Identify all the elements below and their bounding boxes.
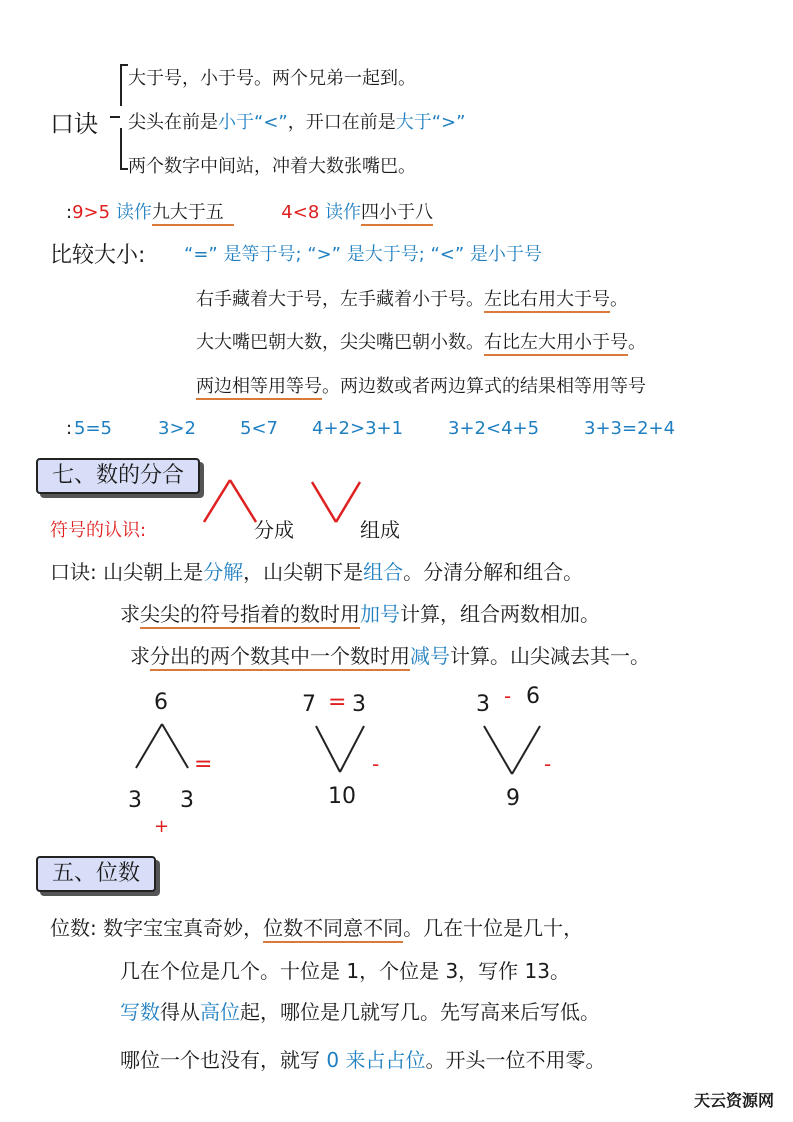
compare-signs: “=” 是等于号; “>” 是大于号; “<” 是小于号 [184, 244, 542, 265]
k3-d: 计算。山尖减去其一。 [450, 644, 650, 668]
s5-l4-b: 0 来占占位 [326, 1048, 426, 1072]
d2-eq: = [328, 690, 347, 715]
koujue-brace-bottom [120, 128, 128, 170]
example-item-2: 5<7 [240, 418, 278, 439]
k3-c: 减号 [410, 644, 450, 668]
compare-line-1-a: 右手藏着大于号，左手藏着小于号。 [196, 289, 484, 310]
s5-l1-c: 。几在十位是几十， [403, 916, 584, 940]
s5-l1-a: 位数: 数字宝宝真奇妙， [50, 916, 264, 940]
compare-line-2-c: 。 [628, 332, 646, 353]
d3-minus-2: - [544, 752, 552, 776]
example-a-read: 读作 [115, 202, 152, 223]
koujue-line-2-c: ，开口在前是 [287, 112, 396, 133]
koujue-brace-tip [110, 116, 120, 118]
example-b-num1: 4 [281, 202, 293, 223]
example-item-4: 3+2<4+5 [448, 418, 540, 439]
example-a-text: 九大于五 [152, 202, 234, 226]
example-a-num2: 5 [98, 202, 111, 223]
d1-split-lines [132, 720, 192, 770]
k1-c: ，山尖朝下是 [243, 560, 364, 584]
s5-l4-c: 。开头一位不用零。 [425, 1048, 606, 1072]
koujue-greater-than: 大于“>” [395, 112, 466, 133]
d2-minus: - [372, 752, 380, 776]
compare-line-2-a: 大大嘴巴朝大数，尖尖嘴巴朝小数。 [196, 332, 484, 353]
s5-l4-a: 哪位一个也没有，就写 [120, 1048, 327, 1072]
compare-line-2 [196, 328, 646, 354]
k2-c: 加号 [360, 602, 400, 626]
s5-l3-a: 写数 [120, 1000, 160, 1024]
k1-e: 。分清分解和组合。 [403, 560, 584, 584]
d1-right: 3 [180, 788, 194, 813]
section-5-title: 五、位数 [36, 856, 156, 892]
s5-l1-b: 位数不同意不同 [263, 916, 403, 943]
example-a-num1: 9 [72, 202, 84, 223]
combine-symbol-icon [308, 478, 364, 526]
compare-line-3-b: 。两边数或者两边算式的结果相等用等号 [322, 376, 646, 397]
k1-a: 口诀: 山尖朝上是 [50, 560, 204, 584]
d3-right: 6 [526, 684, 540, 709]
section5-line-2: 几在个位是几个。十位是 1，个位是 3，写作 13。 [120, 959, 570, 983]
k3-a: 求 [130, 644, 150, 668]
example-item-0: 5=5 [74, 418, 112, 439]
section7-koujue-2 [120, 598, 600, 627]
koujue-line-2 [128, 108, 465, 134]
example-b-text: 四小于八 [361, 202, 433, 226]
example-prefix: : [66, 202, 73, 223]
example-item-5: 3+3=2+4 [584, 418, 676, 439]
koujue-label: 口诀 [50, 110, 98, 138]
d1-eq: = [194, 752, 213, 777]
watermark: 天云资源网 [694, 1091, 775, 1110]
d3-bottom: 9 [506, 786, 520, 811]
compare-line-2-b: 右比左大用小于号 [484, 332, 628, 356]
split-label: 分成 [254, 518, 294, 542]
d3-combine-lines [480, 722, 544, 776]
d3-left: 3 [476, 692, 490, 717]
d1-left: 3 [128, 788, 142, 813]
split-symbol-icon [200, 476, 260, 526]
koujue-line-2-a: 尖头在前是 [128, 112, 218, 133]
example-item-1: 3>2 [158, 418, 196, 439]
combine-label: 组成 [360, 518, 400, 542]
example-b-num2: 8 [307, 202, 320, 223]
k1-b: 分解 [203, 560, 244, 584]
koujue-line-3: 两个数字中间站，冲着大数张嘴巴。 [128, 156, 416, 177]
s5-l3-c: 高位 [200, 1000, 240, 1024]
compare-line-1-b: 左比右用大于号 [484, 289, 610, 313]
compare-line-3 [196, 372, 646, 398]
section5-line-4 [120, 1044, 605, 1073]
compare-label: 比较大小: [50, 243, 146, 268]
d1-top: 6 [154, 690, 168, 715]
example-b-sym: < [292, 202, 308, 223]
d2-combine-lines [312, 722, 368, 774]
k2-a: 求 [120, 602, 140, 626]
s5-l3-d: 起，哪位是几就写几。先写高来后写低。 [240, 1000, 600, 1024]
section7-koujue-1 [50, 556, 583, 585]
symbol-label: 符号的认识: [50, 520, 147, 541]
section5-line-3 [120, 996, 600, 1025]
koujue-less-than: 小于“<” [218, 112, 288, 133]
k2-b: 尖尖的符号指着的数时用 [140, 602, 360, 629]
d2-bottom: 10 [328, 784, 356, 809]
example-a-sym: > [83, 202, 99, 223]
section-7-title: 七、数的分合 [36, 458, 200, 494]
compare-line-1 [196, 285, 628, 311]
d3-minus-1: - [504, 684, 512, 708]
example-reading [66, 198, 433, 224]
d1-plus: + [154, 816, 170, 837]
section7-koujue-3 [130, 640, 650, 669]
k2-d: 计算，组合两数相加。 [400, 602, 600, 626]
compare-line-3-a: 两边相等用等号 [196, 376, 322, 400]
s5-l3-b: 得从 [160, 1000, 200, 1024]
d2-left: 7 [302, 692, 316, 717]
koujue-brace-top [120, 64, 128, 106]
k1-d: 组合 [363, 560, 404, 584]
example-b-read: 读作 [325, 202, 362, 223]
compare-line-1-c: 。 [610, 289, 628, 310]
section5-line-1 [50, 912, 583, 941]
d2-right: 3 [352, 692, 366, 717]
example-item-3: 4+2>3+1 [312, 418, 404, 439]
examples-prefix: : [66, 418, 73, 439]
koujue-line-1: 大于号，小于号。两个兄弟一起到。 [128, 68, 416, 89]
k3-b: 分出的两个数其中一个数时用 [150, 644, 410, 671]
